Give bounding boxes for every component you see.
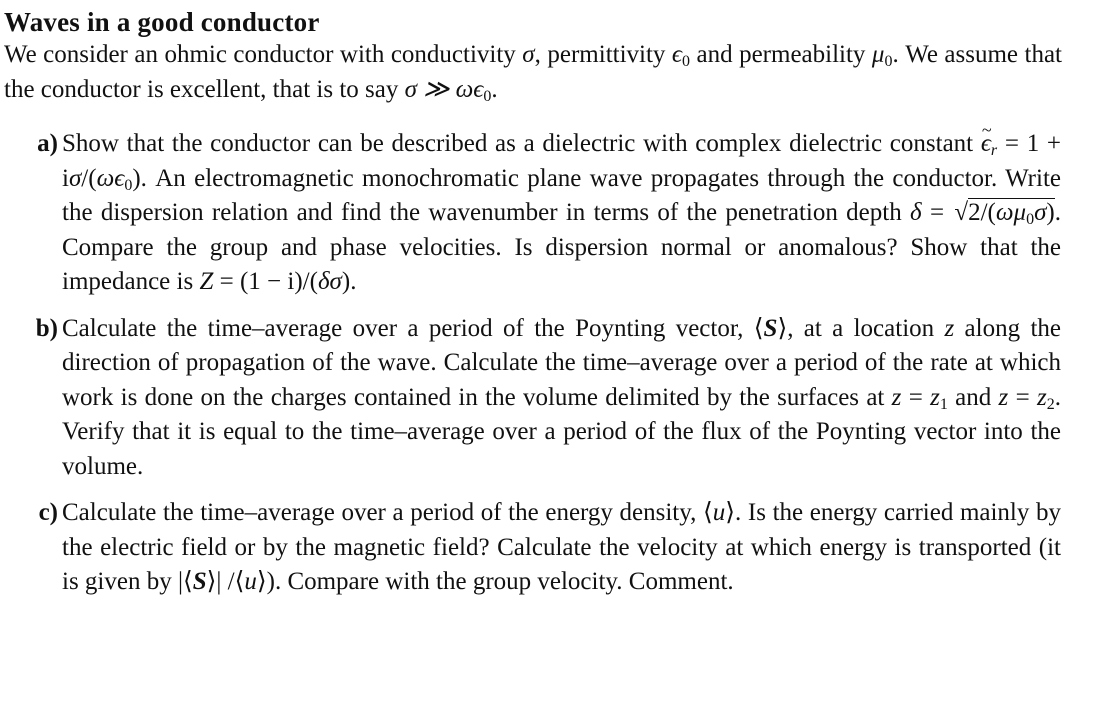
math-z: z [998, 383, 1009, 411]
question-part-a [4, 127, 1063, 300]
math-z: z [891, 383, 902, 411]
math-z: z [1036, 383, 1047, 411]
math-text: = [1008, 383, 1037, 411]
math-symbol: δσ [317, 268, 342, 295]
math-epsilon [672, 41, 690, 68]
math-sigma: σ [68, 164, 82, 192]
math-text: = (1 − i)/( [213, 268, 318, 295]
math-text: ) [1046, 199, 1055, 226]
document-title: Waves in a good conductor [4, 7, 320, 37]
part-text: ⟩. Is the energy carried mainly by the electric field or by the magnetic field? Calculate the velocity at which energy is transported (it is given by |⟨ [62, 499, 1062, 595]
math-delta: δ [910, 199, 922, 226]
sqrt-radicand [968, 198, 1055, 227]
math-impedance: Z [199, 268, 214, 295]
math-text: ⟩| /⟨ [206, 568, 245, 595]
math-u: u [244, 568, 257, 595]
math-sigma: σ [522, 41, 535, 68]
part-text: . Compare the group and phase velocities. Is dispersion normal or anomalous? Show that the impedance is [62, 199, 1061, 295]
math-z: z [944, 314, 955, 342]
intro-paragraph [4, 38, 1062, 107]
intro-text: . [491, 75, 498, 103]
question-part-c [4, 496, 1063, 600]
math-text: = 1 + i [62, 130, 1062, 192]
math-sigma: σ [1034, 199, 1047, 226]
math-text: = [921, 199, 953, 226]
part-body [62, 127, 1061, 300]
part-text: Show that the conductor can be described as a dielectric with complex dielectric constant [62, 130, 981, 157]
math-symbol: ωμ [995, 199, 1027, 226]
math-subscript: 0 [682, 53, 690, 70]
math-text: = [901, 383, 931, 411]
math-poynting-vector: S [192, 568, 207, 595]
part-label: c) [38, 499, 58, 526]
part-text: and [947, 383, 999, 411]
math-subscript: 0 [884, 53, 893, 70]
math-epsilon-symbol: ϵ [671, 41, 682, 68]
math-poynting-vector: S [763, 314, 778, 342]
math-z: z [930, 383, 940, 411]
math-epsilon-symbol: ϵ [980, 130, 991, 157]
math-mu [872, 41, 893, 68]
math-subscript: 1 [939, 395, 948, 413]
part-text: ⟩). Compare with the group velocity. Comment. [256, 568, 734, 595]
math-subscript: 2 [1046, 395, 1055, 413]
part-body [62, 312, 1061, 485]
part-body [62, 496, 1061, 600]
math-condition-expr: σ ≫ ωϵ [404, 75, 484, 103]
question-part-b [4, 312, 1063, 485]
math-condition [405, 76, 492, 103]
sqrt-sign: √ [954, 199, 969, 226]
math-omega-eps [97, 165, 133, 192]
math-subscript: 0 [124, 176, 133, 194]
math-symbol: ωϵ [96, 164, 125, 192]
intro-text: We consider an ohmic conductor with conductivity [4, 41, 523, 68]
part-label: a) [37, 130, 58, 157]
intro-text: . We assume that the conductor is excellent, that is to say [4, 41, 1062, 103]
math-u: u [712, 499, 726, 526]
math-text: /( [81, 164, 97, 192]
math-mu-symbol: μ [871, 41, 885, 68]
part-label: b) [35, 314, 58, 342]
question-parts [4, 127, 1063, 600]
part-text: ⟩, at a location [777, 314, 945, 342]
part-text: . Verify that it is equal to the time–average over a period of the flux of the Poynting vector into the volume. [62, 383, 1061, 480]
math-subscript: 0 [1026, 211, 1035, 228]
intro-text: and permeability [690, 41, 872, 68]
math-text: 2/( [968, 199, 996, 226]
math-sqrt [952, 196, 1054, 231]
math-epsilon-r [981, 127, 997, 162]
part-text: Calculate the time–average over a period of the energy density, ⟨ [62, 499, 713, 526]
math-subscript: 0 [483, 87, 492, 105]
math-subscript: r [990, 142, 998, 159]
math-text: ). [341, 268, 357, 295]
intro-text: , permittivity [534, 41, 672, 68]
part-text: along the direction of propagation of the wave. Calculate the time–average over a period of the rate at which work is done on the charges contained in the volume delimited by the surfaces at [62, 314, 1061, 411]
part-text: ). An electromagnetic monochromatic plane wave propagates through the conductor. Write the dispersion relation and find the wavenumber in terms of the penetration depth [62, 164, 1061, 226]
part-text: Calculate the time–average over a period of the Poynting vector, ⟨ [62, 314, 764, 342]
